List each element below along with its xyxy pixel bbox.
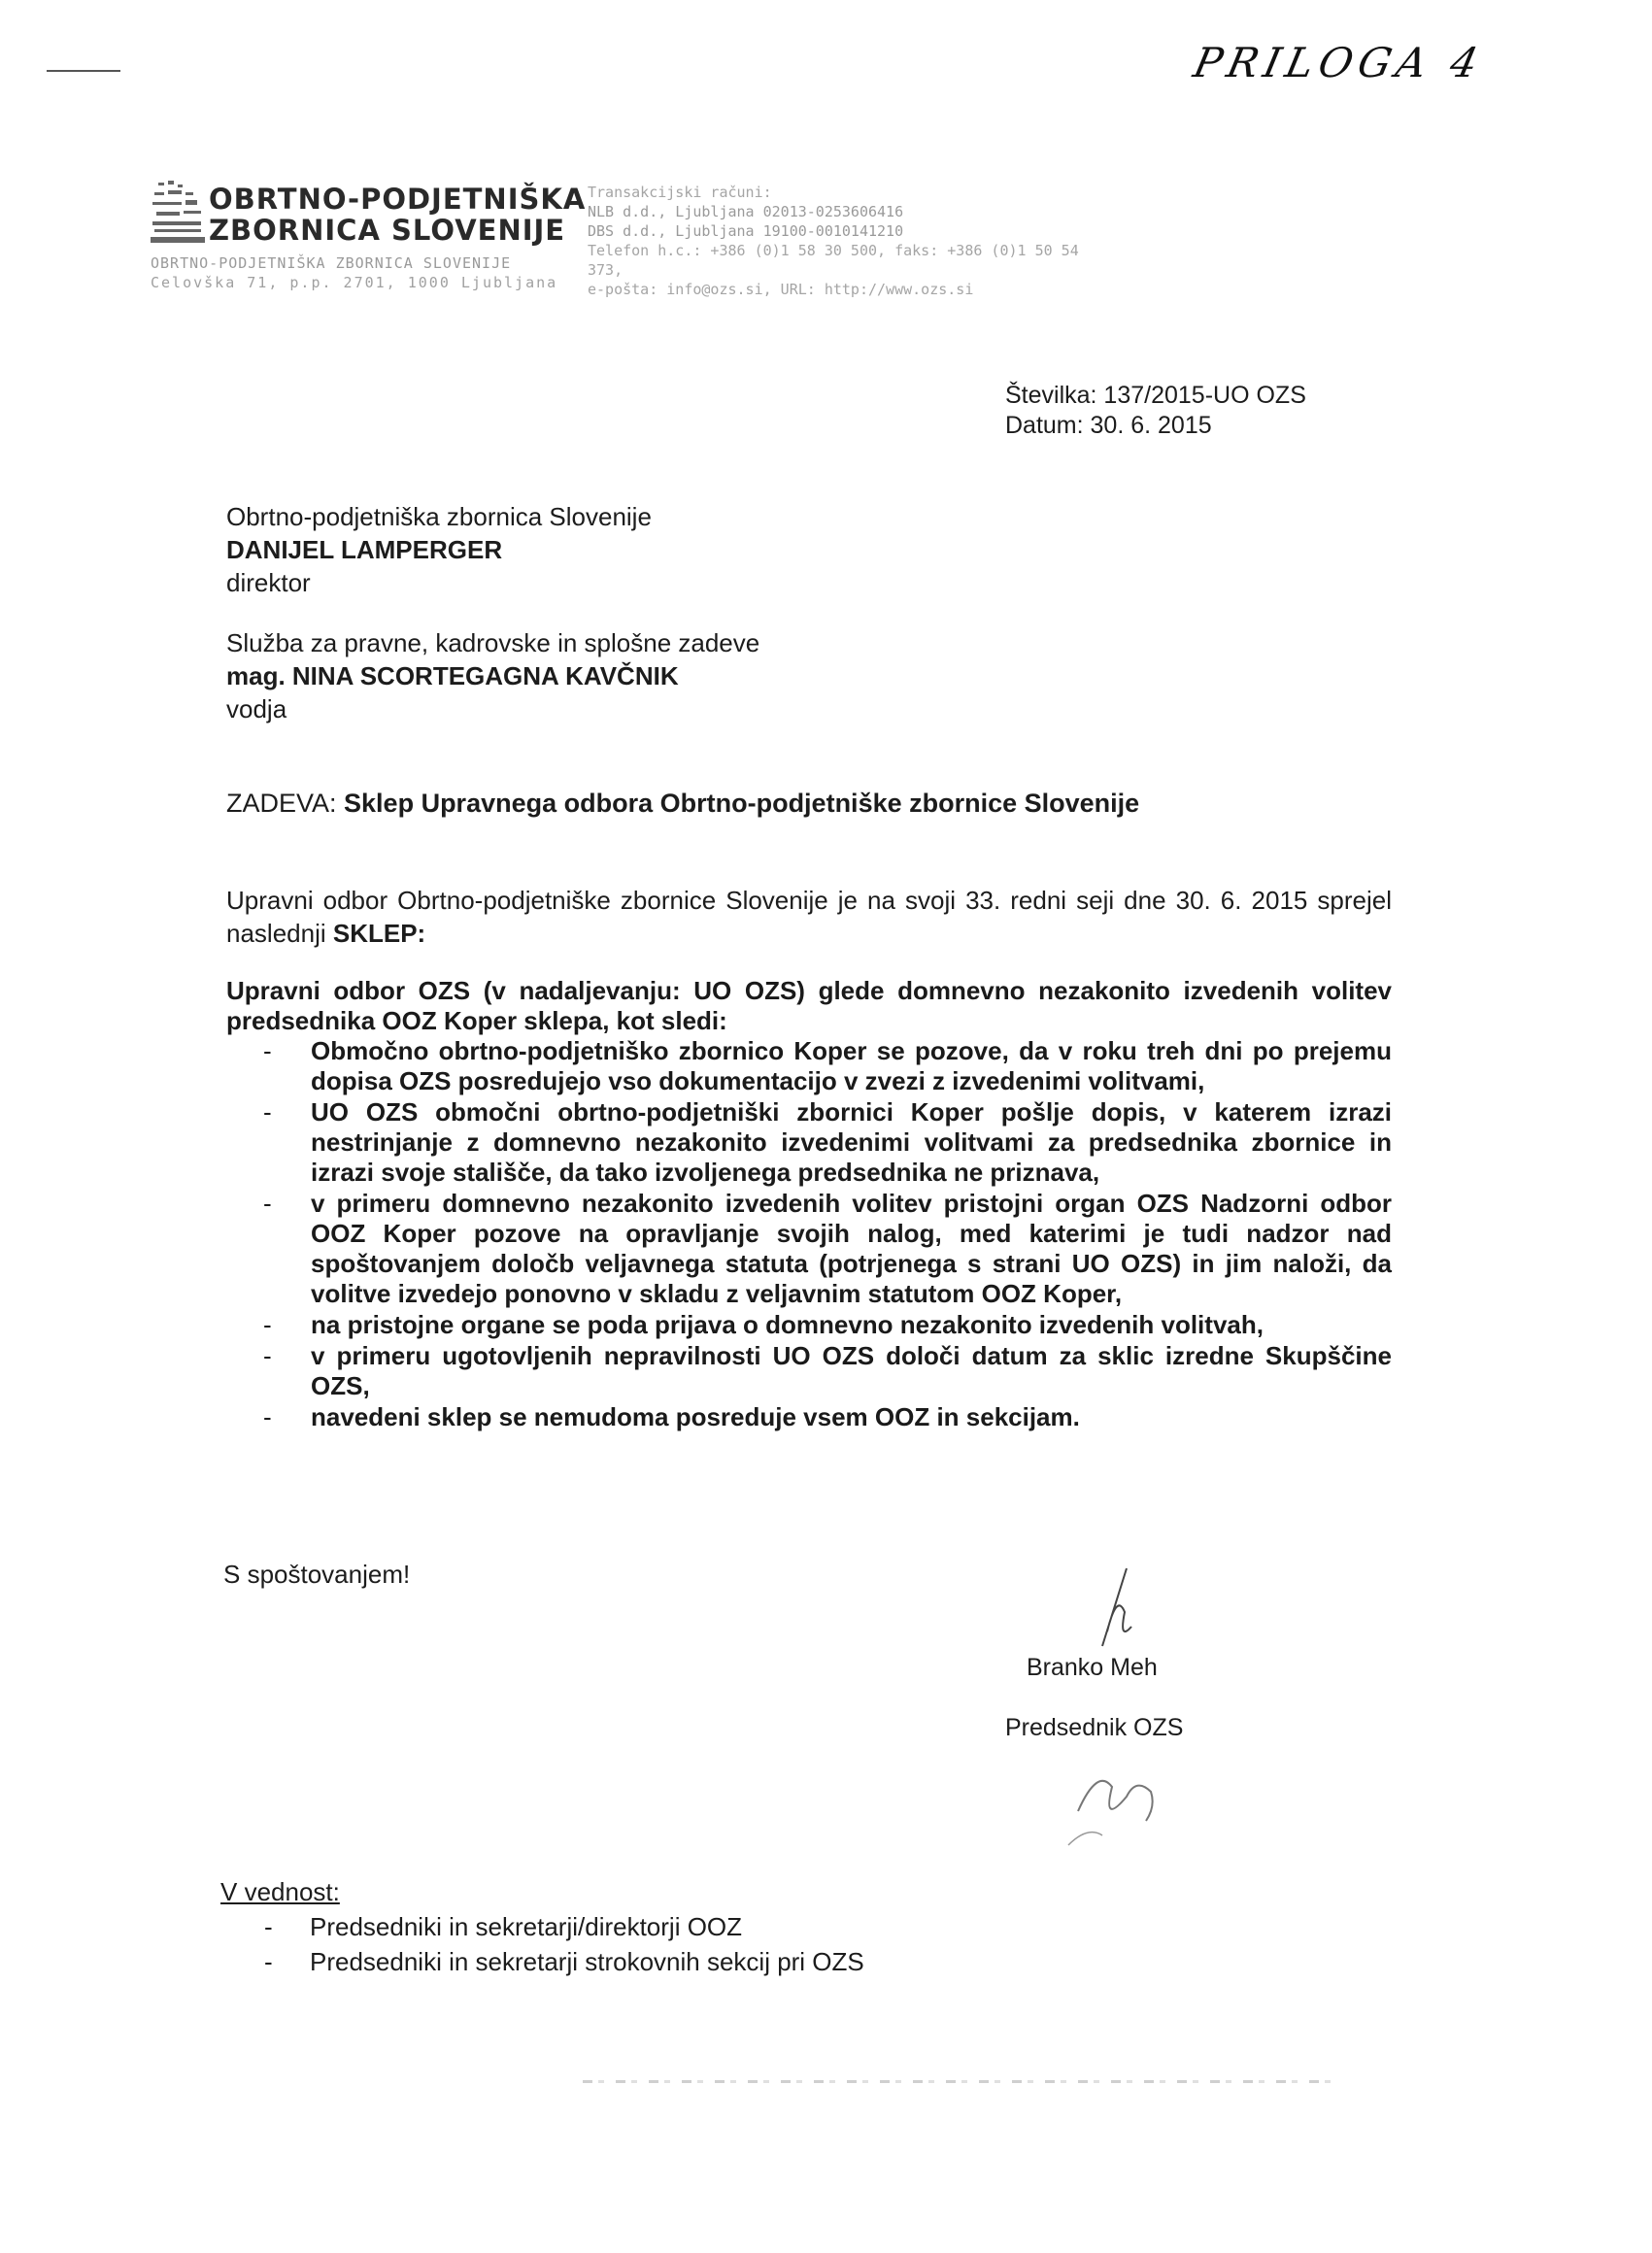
decision-list bbox=[226, 1036, 1392, 1432]
distribution bbox=[220, 1874, 864, 1979]
decision-item: - UO OZS območni obrtno-podjetniški zbornici Koper pošlje dopis, v katerem izrazi nestrinjanje z domnevno nezakonito izvedenimi volitvami za predsednika zbornice in izrazi svoje stališče, da tako izvoljenega predsednika ne priznava, bbox=[226, 1097, 1392, 1188]
org-address: Celovška 71, p.p. 2701, 1000 Ljubljana bbox=[151, 274, 558, 291]
recipient-org: Služba za pravne, kadrovske in splošne zadeve bbox=[226, 628, 760, 657]
intro-text: Upravni odbor Obrtno-podjetniške zbornice Slovenije je na svoji 33. redni seji dne 30. 6. 2015 sprejel naslednji bbox=[226, 886, 1392, 948]
reference-number: Številka: 137/2015-UO OZS bbox=[1005, 382, 1306, 409]
contact-block bbox=[588, 183, 1122, 299]
recipient-1 bbox=[226, 500, 652, 599]
org-name-line2: ZBORNICA SLOVENIJE bbox=[209, 214, 566, 247]
decision-section bbox=[226, 976, 1392, 1433]
recipient-name: DANIJEL LAMPERGER bbox=[226, 535, 503, 564]
signature-title: Predsednik OZS bbox=[1005, 1714, 1184, 1741]
recipient-role: direktor bbox=[226, 568, 311, 597]
letterhead bbox=[151, 175, 1122, 306]
distribution-heading: V vednost: bbox=[220, 1877, 340, 1906]
org-name-small: OBRTNO-PODJETNIŠKA ZBORNICA SLOVENIJE bbox=[151, 254, 512, 272]
contact-line: Transakcijski računi: bbox=[588, 184, 772, 201]
recipient-role: vodja bbox=[226, 694, 287, 723]
recipient-2 bbox=[226, 626, 759, 725]
contact-line: DBS d.d., Ljubljana 19100-0010141210 bbox=[588, 222, 904, 240]
decision-item: - Območno obrtno-podjetniško zbornico Koper se pozove, da v roku treh dni po prejemu dopisa OZS posredujejo vso dokumentacijo v zvezi z izvedenimi volitvami, bbox=[226, 1036, 1392, 1096]
distribution-item: - Predsedniki in sekretarji/direktorji OOZ bbox=[220, 1909, 864, 1944]
distribution-item: - Predsedniki in sekretarji strokovnih sekcij pri OZS bbox=[220, 1944, 864, 1979]
decision-item: - v primeru ugotovljenih nepravilnosti UO OZS določi datum za sklic izredne Skupščine OZS, bbox=[226, 1341, 1392, 1401]
footer-scan-noise bbox=[583, 2080, 1340, 2083]
handwritten-annotation: PRILOGA 4 bbox=[1189, 39, 1488, 86]
distribution-list bbox=[220, 1909, 864, 1979]
reference-date: Datum: 30. 6. 2015 bbox=[1005, 412, 1212, 439]
recipient-org: Obrtno-podjetniška zbornica Slovenije bbox=[226, 502, 652, 531]
subject-label: ZADEVA: bbox=[226, 789, 345, 818]
subject-text: Sklep Upravnega odbora Obrtno-podjetniške zbornice Slovenije bbox=[344, 789, 1140, 818]
sklep-label: SKLEP: bbox=[332, 919, 426, 948]
scan-artifact bbox=[47, 70, 120, 72]
decision-lead: Upravni odbor OZS (v nadaljevanju: UO OZS) glede domnevno nezakonito izvedenih volitev predsednika OOZ Koper sklepa, kot sledi: bbox=[226, 976, 1392, 1035]
decision-item: - v primeru domnevno nezakonito izvedenih volitev pristojni organ OZS Nadzorni odbor OOZ Koper pozove na opravljanje svojih nalog, med katerimi je tudi nadzor nad spoštovanjem določb veljavnega statuta (potrjenega s strani UO OZS) in jim naloži, da volitve izvedejo ponovno v skladu z veljavnim statutom OOZ Koper, bbox=[226, 1189, 1392, 1309]
closing: S spoštovanjem! bbox=[223, 1560, 411, 1589]
decision-item: - na pristojne organe se poda prijava o domnevno nezakonito izvedenih volitvah, bbox=[226, 1310, 1392, 1340]
signature-scribble bbox=[1010, 1554, 1204, 1865]
chamber-logo-icon bbox=[151, 179, 209, 247]
contact-line: e-pošta: info@ozs.si, URL: http://www.ozs.si bbox=[588, 281, 974, 298]
signature-name: Branko Meh bbox=[1027, 1654, 1158, 1681]
intro-paragraph bbox=[226, 884, 1392, 950]
recipient-name: mag. NINA SCORTEGAGNA KAVČNIK bbox=[226, 661, 679, 690]
contact-line: NLB d.d., Ljubljana 02013-0253606416 bbox=[588, 203, 904, 220]
org-name-line1: OBRTNO-PODJETNIŠKA bbox=[209, 183, 587, 216]
subject-line bbox=[226, 787, 1139, 820]
decision-item: - navedeni sklep se nemudoma posreduje vsem OOZ in sekcijam. bbox=[226, 1402, 1392, 1432]
contact-line: Telefon h.c.: +386 (0)1 58 30 500, faks: +386 (0)1 50 54 373, bbox=[588, 242, 1079, 279]
